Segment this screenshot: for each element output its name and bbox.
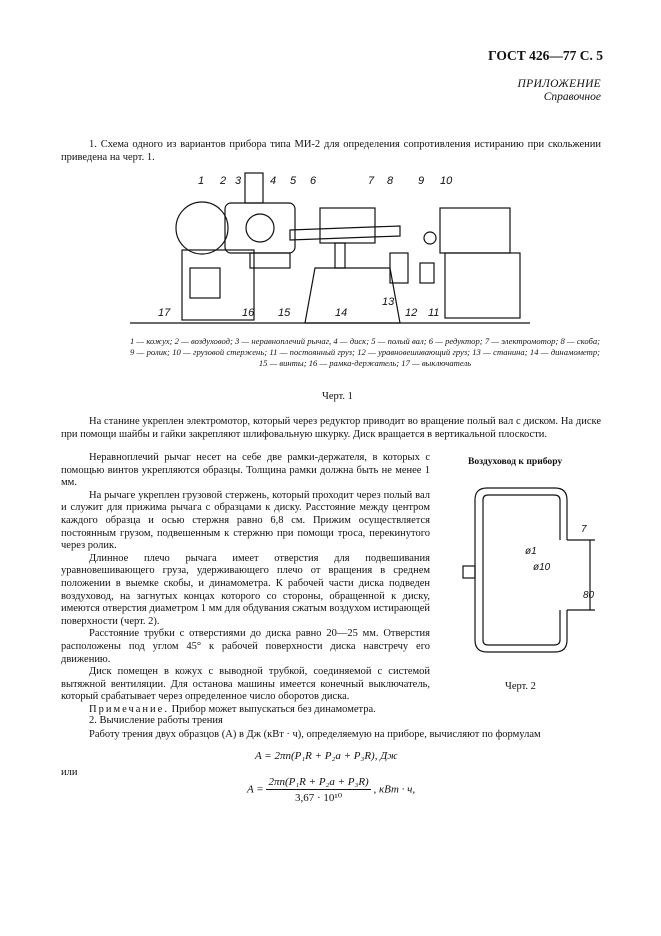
lever-arm	[290, 226, 400, 240]
casing-wheel	[176, 202, 228, 254]
paragraph-lever: Неравноплечий рычаг несет на себе две рамки-держателя, в которых с помощью винтов укрепляются образцы. Толщина рамки должна быть не менее 1 мм.	[61, 452, 430, 489]
formula-kwh	[247, 776, 415, 804]
dynamometer	[335, 243, 345, 268]
dim-80: 80	[583, 590, 595, 601]
callout-14: 14	[335, 307, 348, 319]
paragraph-distance: Расстояние трубки с отверстиями до диска равно 20—25 мм. Отверстия расположены под углом 45° к рабочей поверхности диска навстречу его движению.	[61, 628, 430, 665]
disk-housing	[225, 203, 295, 253]
figure2-air-duct-drawing	[455, 480, 605, 670]
left-column	[61, 452, 430, 716]
figure1-caption: Черт. 1	[322, 391, 353, 402]
paragraph-load-rod: На рычаге укреплен грузовой стержень, который проходит через полый вал и служит для прижима рычага с образцами к диску. Расстояние между центром каждого образца и осью стержня равно 6,8 см. Прижим осуществляется постоянным грузом, подвешенным к стержню при помощи троса, перекинутого через ролик.	[61, 489, 430, 552]
roller	[424, 232, 436, 244]
duct-bottom	[475, 610, 567, 652]
dim-7: 7	[581, 524, 587, 535]
paragraph-arm-holes: Длинное плечо рычага имеет отверстия для подвешивания уравновешивающего груза, удерживающего плечо от вращения в среднем положении в выемке скобы, и динамометра. К рабочей части диска подведен воздуховод, на загнутых концах которого со стороны, обращенной к диску, имеются отверстия диаметром 1 мм для обдувания сжатым воздухом истирающей поверхности (черт. 2).	[61, 552, 430, 627]
callout-2: 2	[220, 175, 227, 187]
dim-d10: ø10	[533, 562, 551, 573]
formula-joules: A = 2πn(P₁R + P₂a + P₃R), Дж	[255, 750, 398, 762]
callout-1: 1	[198, 175, 205, 187]
inlet-fitting	[463, 566, 475, 578]
constant-weight	[420, 263, 434, 283]
disk	[246, 214, 274, 242]
dim-d1: ø1	[525, 546, 537, 557]
callout-5: 5	[290, 175, 297, 187]
duct-top	[475, 488, 567, 540]
or-label: или	[61, 767, 78, 778]
section2-title: 2. Вычисление работы трения	[89, 715, 223, 726]
callout-12: 12	[405, 307, 418, 319]
callout-6: 6	[310, 175, 317, 187]
right-base	[445, 253, 520, 318]
appendix-label	[518, 78, 601, 104]
section2-text: Работу трения двух образцов (A) в Дж (кВт · ч), определяемую на приборе, вычисляют по формулам	[89, 729, 541, 740]
figure1-legend: 1 — кожух; 2 — воздуховод; 3 — неравноплечий рычаг, 4 — диск; 5 — полый вал; 6 — редуктор; 7 — электромотор; 8 — скоба; 9 — ролик; 10 — грузовой стержень; 11 — постоянный груз; 12 — уравновешивающий груз; 13 — станина; 14 — динамометр; 15 — винты; 16 — рамка-держатель; 17 — выключатель	[130, 336, 600, 368]
note-label: Примечание.	[89, 703, 169, 715]
appendix-title: ПРИЛОЖЕНИЕ	[517, 78, 601, 90]
figure2-caption: Черт. 2	[505, 681, 536, 692]
paragraph-frame: На станине укреплен электромотор, который через редуктор приводит во вращение полый вал с диском. На диске при помощи шайбы и гайки закрепляют шлифовальную шкурку. Диск вращается в вертикальной плоскости.	[61, 416, 601, 440]
paragraph-casing: Диск помещен в кожух с выводной трубкой, соединяемой с системой вытяжной вентиляции. Для останова машины имеется конечный выключатель, который срабатывает через определенное число оборотов диска.	[61, 666, 430, 703]
callout-17: 17	[158, 307, 171, 319]
air-duct	[245, 173, 263, 203]
balance-weight	[390, 253, 408, 283]
formula2-fraction	[266, 776, 370, 804]
callout-15: 15	[278, 307, 291, 319]
callout-16: 16	[242, 307, 255, 319]
callout-8: 8	[387, 175, 394, 187]
figure2-title: Воздуховод к прибору	[468, 456, 563, 467]
note-text: Прибор может выпускаться без динамометра.	[168, 703, 376, 715]
callout-3: 3	[235, 175, 242, 187]
figure1-device-drawing	[130, 168, 540, 328]
page-header: ГОСТ 426—77 С. 5	[488, 48, 603, 63]
callout-11: 11	[428, 307, 440, 319]
duct-bottom-inner	[483, 610, 560, 645]
formula2-numerator: 2πn(P₁R + P₂a + P₃R)	[268, 776, 369, 788]
callout-4: 4	[270, 175, 277, 187]
callout-7: 7	[368, 175, 375, 187]
callout-13: 13	[382, 296, 395, 308]
right-assembly	[440, 208, 510, 253]
intro-paragraph: 1. Схема одного из вариантов прибора типа МИ-2 для определения сопротивления истиранию при скольжении приведена на черт. 1.	[61, 139, 601, 163]
callout-9: 9	[418, 175, 425, 187]
switch-box	[190, 268, 220, 298]
formula2-denominator: 3,67 · 10¹⁰	[295, 792, 343, 804]
formula2-unit: , кВт · ч,	[373, 783, 416, 796]
duct-top-inner	[483, 495, 560, 540]
holder-frame	[250, 253, 290, 268]
callout-10: 10	[440, 175, 453, 187]
appendix-type: Справочное	[543, 91, 601, 103]
formula2-lhs: A =	[247, 783, 264, 796]
